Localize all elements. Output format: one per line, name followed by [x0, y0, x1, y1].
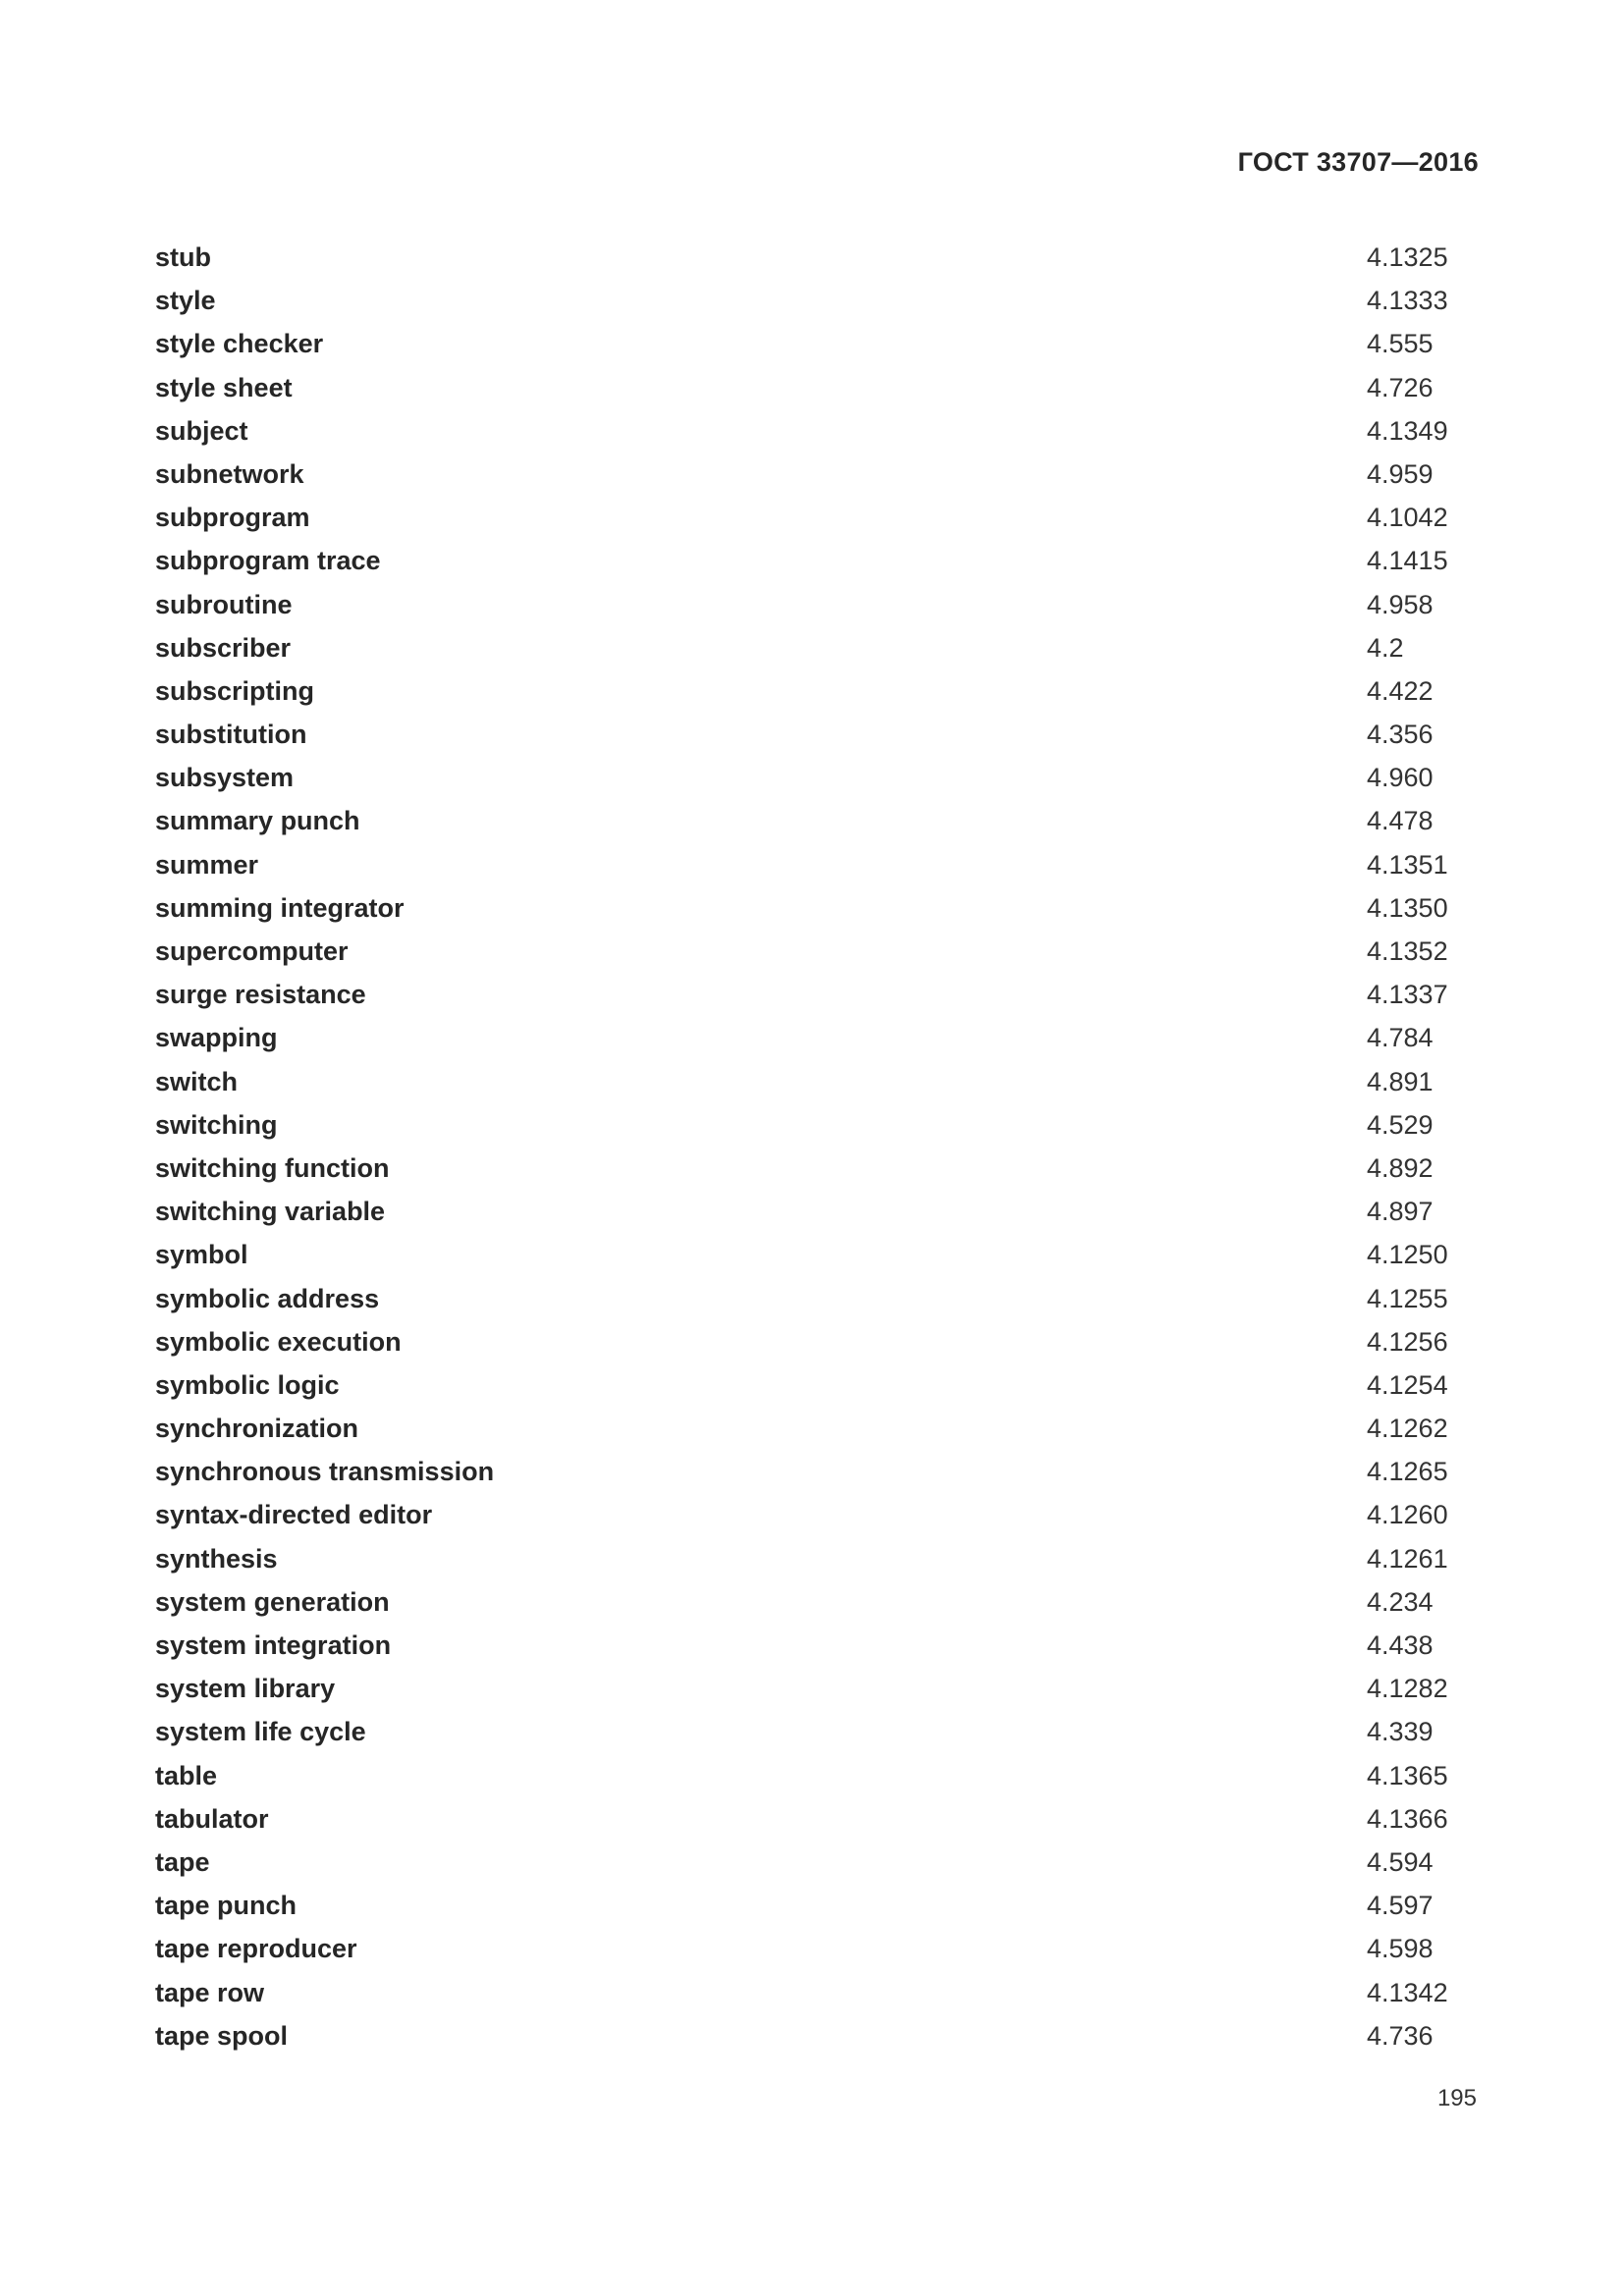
index-entry: [155, 843, 1451, 886]
index-term: surge resistance: [155, 980, 366, 1010]
index-reference: 4.2: [1367, 632, 1404, 663]
index-entry: [155, 930, 1451, 973]
index-reference: 4.1261: [1367, 1543, 1448, 1574]
index-entry: [155, 799, 1451, 842]
index-term: subject: [155, 415, 248, 446]
index-entry: [155, 1016, 1451, 1059]
index-term: substitution: [155, 720, 307, 750]
index-reference: 4.1349: [1367, 415, 1448, 446]
index-reference: 4.356: [1367, 720, 1434, 750]
index-reference: 4.555: [1367, 329, 1434, 359]
index-term: supercomputer: [155, 936, 349, 966]
index-reference: 4.1333: [1367, 286, 1448, 316]
index-term: tape: [155, 1846, 210, 1877]
index-term: synchronization: [155, 1414, 359, 1444]
index-reference: 4.897: [1367, 1197, 1434, 1227]
index-entry: [155, 1971, 1451, 2014]
index-term: symbol: [155, 1240, 248, 1270]
index-entry: [155, 1190, 1451, 1233]
index-reference: 4.1365: [1367, 1760, 1448, 1790]
index-term: switching: [155, 1109, 278, 1140]
index-entry: [155, 1841, 1451, 1884]
index-reference: 4.597: [1367, 1891, 1434, 1921]
index-term: tabulator: [155, 1803, 269, 1834]
index-list: [155, 236, 1451, 2057]
index-entry: [155, 1147, 1451, 1190]
index-term: tape punch: [155, 1891, 298, 1921]
index-reference: 4.1337: [1367, 980, 1448, 1010]
index-term: tape row: [155, 1977, 265, 2007]
index-reference: 4.1260: [1367, 1500, 1448, 1530]
index-entry: [155, 1363, 1451, 1407]
index-entry: [155, 886, 1451, 930]
index-reference: 4.478: [1367, 806, 1434, 836]
index-term: swapping: [155, 1023, 278, 1053]
index-term: subprogram trace: [155, 546, 381, 576]
index-term: symbolic address: [155, 1283, 380, 1313]
index-reference: 4.529: [1367, 1109, 1434, 1140]
index-reference: 4.234: [1367, 1586, 1434, 1617]
index-reference: 4.1342: [1367, 1977, 1448, 2007]
index-reference: 4.892: [1367, 1152, 1434, 1183]
index-reference: 4.1254: [1367, 1369, 1448, 1400]
index-term: summing integrator: [155, 892, 405, 923]
index-term: subscriber: [155, 632, 292, 663]
index-term: tape reproducer: [155, 1934, 357, 1964]
index-reference: 4.1255: [1367, 1283, 1448, 1313]
index-reference: 4.726: [1367, 372, 1434, 402]
index-entry: [155, 1667, 1451, 1710]
index-term: symbolic execution: [155, 1326, 402, 1357]
index-entry: [155, 2014, 1451, 2057]
index-entry: [155, 1797, 1451, 1841]
index-term: symbolic logic: [155, 1369, 340, 1400]
index-entry: [155, 973, 1451, 1016]
index-entry: [155, 626, 1451, 669]
index-term: synthesis: [155, 1543, 278, 1574]
index-entry: [155, 1233, 1451, 1276]
index-entry: [155, 1624, 1451, 1667]
index-entry: [155, 583, 1451, 626]
index-term: tape spool: [155, 2020, 289, 2051]
index-reference: 4.339: [1367, 1717, 1434, 1747]
index-term: stub: [155, 242, 211, 272]
index-entry: [155, 279, 1451, 322]
index-entry: [155, 453, 1451, 496]
index-entry: [155, 1407, 1451, 1450]
index-reference: 4.1256: [1367, 1326, 1448, 1357]
index-reference: 4.1415: [1367, 546, 1448, 576]
index-term: table: [155, 1760, 218, 1790]
index-reference: 4.1282: [1367, 1674, 1448, 1704]
index-entry: [155, 1103, 1451, 1147]
index-entry: [155, 1754, 1451, 1797]
index-term: summary punch: [155, 806, 360, 836]
index-entry: [155, 1320, 1451, 1363]
index-reference: 4.1265: [1367, 1457, 1448, 1487]
index-term: synchronous transmission: [155, 1457, 495, 1487]
index-entry: [155, 1060, 1451, 1103]
index-term: switch: [155, 1066, 239, 1096]
index-reference: 4.438: [1367, 1630, 1434, 1660]
index-entry: [155, 539, 1451, 582]
index-entry: [155, 322, 1451, 365]
index-term: system library: [155, 1674, 336, 1704]
index-reference: 4.784: [1367, 1023, 1434, 1053]
index-entry: [155, 1884, 1451, 1927]
index-entry: [155, 236, 1451, 279]
index-term: subprogram: [155, 503, 310, 533]
index-reference: 4.1250: [1367, 1240, 1448, 1270]
index-term: subscripting: [155, 675, 315, 706]
index-reference: 4.1351: [1367, 849, 1448, 880]
index-term: system integration: [155, 1630, 392, 1660]
index-entry: [155, 713, 1451, 756]
index-reference: 4.594: [1367, 1846, 1434, 1877]
index-entry: [155, 1710, 1451, 1753]
index-reference: 4.1350: [1367, 892, 1448, 923]
page-number: 195: [1436, 2085, 1477, 2111]
index-entry: [155, 1580, 1451, 1624]
index-term: style checker: [155, 329, 324, 359]
standard-header: ГОСТ 33707—2016: [1237, 147, 1479, 177]
index-entry: [155, 496, 1451, 539]
index-term: system generation: [155, 1586, 390, 1617]
index-entry: [155, 1537, 1451, 1580]
index-reference: 4.958: [1367, 589, 1434, 619]
index-term: system life cycle: [155, 1717, 366, 1747]
index-reference: 4.960: [1367, 763, 1434, 793]
index-entry: [155, 1450, 1451, 1493]
index-term: syntax-directed editor: [155, 1500, 433, 1530]
index-term: subnetwork: [155, 458, 304, 489]
index-reference: 4.959: [1367, 458, 1434, 489]
index-term: style sheet: [155, 372, 293, 402]
index-reference: 4.1325: [1367, 242, 1448, 272]
index-term: switching variable: [155, 1197, 386, 1227]
index-reference: 4.1352: [1367, 936, 1448, 966]
index-reference: 4.422: [1367, 675, 1434, 706]
index-term: subsystem: [155, 763, 295, 793]
index-entry: [155, 669, 1451, 713]
index-reference: 4.736: [1367, 2020, 1434, 2051]
index-term: subroutine: [155, 589, 293, 619]
index-entry: [155, 366, 1451, 409]
index-entry: [155, 1277, 1451, 1320]
index-reference: 4.891: [1367, 1066, 1434, 1096]
index-entry: [155, 1927, 1451, 1970]
index-reference: 4.1366: [1367, 1803, 1448, 1834]
index-term: switching function: [155, 1152, 390, 1183]
index-term: style: [155, 286, 216, 316]
index-entry: [155, 1493, 1451, 1536]
index-entry: [155, 756, 1451, 799]
index-reference: 4.598: [1367, 1934, 1434, 1964]
index-entry: [155, 409, 1451, 453]
index-term: summer: [155, 849, 259, 880]
index-reference: 4.1262: [1367, 1414, 1448, 1444]
index-reference: 4.1042: [1367, 503, 1448, 533]
